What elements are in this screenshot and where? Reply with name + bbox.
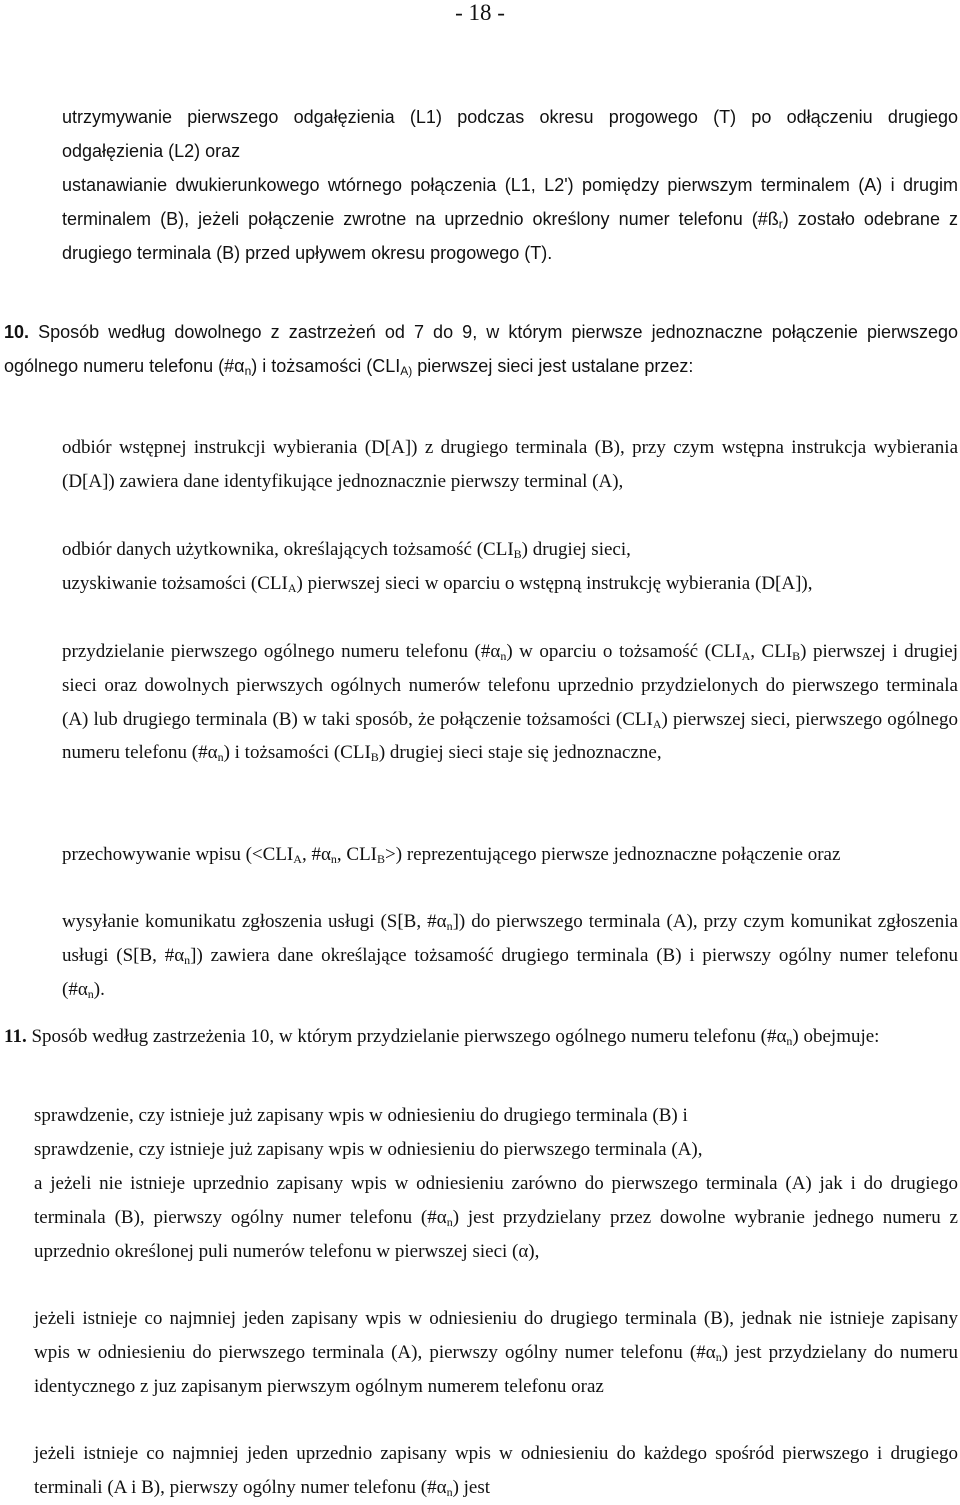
claim11-step-no-entry <box>34 1167 958 1268</box>
subscript: n <box>446 1484 453 1499</box>
text-segment: ) jest przydzielany do numeru identycznego z juz zapisanym pierwszym ogólnym numerem telefonu oraz <box>34 1341 958 1397</box>
subscript: n <box>786 1034 793 1048</box>
page-number: - 18 - <box>455 0 505 25</box>
subscript: A <box>652 716 662 731</box>
subscript: n <box>184 952 191 967</box>
claim11-step-check-second <box>34 1099 958 1133</box>
claim10-step-receive-dialing <box>62 431 958 499</box>
subscript: A <box>741 649 751 663</box>
claim10-step-receive-user-data <box>62 533 958 567</box>
text-segment: ustanawianie dwukierunkowego wtórnego połączenia (L1, L2') pomiędzy pierwszym terminalem (A) i drugim terminalem (B), jeżeli połączenie zwrotne na uprzednio określony numer telefonu (#ß <box>62 175 958 229</box>
subscript: B <box>792 649 801 663</box>
text-segment: ]) zawiera dane określające tożsamość drugiego terminala (B) i pierwszy ogólny numer telefonu (#α <box>62 944 958 1000</box>
text-segment: wysyłanie komunikatu zgłoszenia usługi (S[B, #α <box>62 911 447 932</box>
text-segment: ) i tożsamości (CLI <box>223 742 371 764</box>
text-segment: , CLI <box>336 844 378 865</box>
text-segment: pierwszej sieci jest ustalane przez: <box>412 355 694 376</box>
claim10-step-store-entry <box>62 838 958 872</box>
text-segment: ) jest <box>452 1476 491 1498</box>
text-segment: ). <box>93 978 105 1000</box>
text-segment: >) reprezentującego pierwsze jednoznaczne połączenie oraz <box>385 844 841 865</box>
subscript: n <box>715 1349 722 1364</box>
text-segment: ) i tożsamości (CLI <box>251 355 401 376</box>
subscript: A <box>293 852 302 866</box>
subscript: r <box>778 216 783 231</box>
text-segment: jeżeli istnieje co najmniej jeden uprzednio zapisany wpis w odniesieniu do każdego spośród pierwszego i drugiego terminali (A i B), pierwszy ogólny numer telefonu (#α <box>34 1443 958 1498</box>
text-segment: ) obejmuje: <box>792 1026 880 1047</box>
text-segment: a jeżeli nie istnieje uprzednio zapisany wpis w odniesieniu zarówno do pierwszego terminala (A) jak i do drugiego terminala (B), pierwszy ogólny numer telefonu (#α <box>34 1173 958 1228</box>
text-segment: sprawdzenie, czy istnieje już zapisany wpis w odniesieniu do pierwszego terminala (A), <box>34 1139 703 1160</box>
claim10-intro <box>4 316 958 384</box>
claim11-step-check-first <box>34 1133 958 1167</box>
text-segment: przydzielanie pierwszego ogólnego numeru telefonu (#α <box>62 641 501 662</box>
text-segment: odbiór wstępnej instrukcji wybierania (D[A]) z drugiego terminala (B), przy czym wstępna instrukcja wybierania (D[A]) zawiera dane identyfikujące jednoznacznie pierwszy terminal (A), <box>62 437 958 492</box>
text-segment: uzyskiwanie tożsamości (CLI <box>62 573 288 594</box>
claim11-step-entry-second-only <box>34 1302 958 1403</box>
text-segment: ) zostało odebrane z drugiego terminala (B) przed upływem okresu progowego (T). <box>62 208 958 263</box>
claim11-intro <box>4 1020 958 1054</box>
text-segment: ]) do pierwszego terminala (A), przy czym komunikat zgłoszenia usługi (S[B, #α <box>62 911 958 966</box>
text-segment: Sposób według dowolnego z zastrzeżeń od 7 do 9, w którym pierwsze jednoznaczne połączenie pierwszego ogólnego numeru telefonu (#α <box>4 322 958 376</box>
claim10-step-obtain-identity <box>62 567 958 601</box>
subscript: n <box>217 750 224 765</box>
subscript: A <box>287 581 297 595</box>
text-segment: ) pierwszej sieci, pierwszego ogólnego numeru telefonu (#α <box>62 708 958 764</box>
claim11-step-entry-both <box>34 1437 958 1505</box>
text-segment: ) drugiej sieci, <box>521 539 631 560</box>
text-segment: ) pierwszej i drugiej sieci oraz dowolnych pierwszych ogólnych numerów telefonu uprzednio przydzielonych do pierwszego terminala (A) lub drugiego terminala (B) w taki sposób, że połączenie tożsamości (CLI <box>62 641 958 730</box>
text-segment: ) drugiej sieci staje się jednoznaczne, <box>378 742 662 764</box>
claim-number: 10. <box>4 322 30 342</box>
claim9-step-maintain <box>62 101 958 169</box>
subscript: n <box>330 852 337 866</box>
subscript: n <box>87 986 94 1001</box>
claim-number: 11. <box>4 1026 27 1047</box>
subscript: B <box>370 750 379 765</box>
claim10-step-send-message <box>62 905 958 1006</box>
text-segment: ) w oparciu o tożsamość (CLI <box>506 641 742 662</box>
claim10-step-assign-number <box>62 635 958 770</box>
subscript: n <box>446 919 453 933</box>
text-segment: Sposób według zastrzeżenia 10, w którym przydzielanie pierwszego ogólnego numeru telefonu (#α <box>31 1026 787 1047</box>
subscript: n <box>500 649 507 663</box>
text-segment: ) jest przydzielany przez dowolne wybranie jednego numeru z uprzednio określonej puli numerów telefonu w pierwszej sieci (α), <box>34 1206 958 1262</box>
subscript: A) <box>400 363 413 378</box>
text-segment: odbiór danych użytkownika, określających tożsamość (CLI <box>62 539 514 560</box>
subscript: n <box>244 363 252 378</box>
subscript: n <box>446 1214 453 1229</box>
subscript: B <box>377 852 386 866</box>
text-segment: sprawdzenie, czy istnieje już zapisany wpis w odniesieniu do drugiego terminala (B) i <box>34 1105 688 1126</box>
subscript: B <box>513 547 522 561</box>
text-segment: ) pierwszej sieci w oparciu o wstępną instrukcję wybierania (D[A]), <box>296 573 813 594</box>
text-segment: , #α <box>301 844 331 865</box>
text-segment: przechowywanie wpisu (<CLI <box>62 844 294 865</box>
claim9-step-maintain-text: utrzymywanie pierwszego odgałęzienia (L1) podczas okresu progowego (T) po odłączeniu drugiego odgałęzienia (L2) oraz <box>62 107 958 161</box>
text-segment: , CLI <box>750 641 793 662</box>
text-segment: jeżeli istnieje co najmniej jeden zapisany wpis w odniesieniu do drugiego terminala (B), jednak nie istnieje zapisany wpis w odniesieniu do pierwszego terminala (A), pierwszy ogólny numer telefonu (#α <box>34 1308 958 1363</box>
claim9-step-establish <box>62 169 958 270</box>
